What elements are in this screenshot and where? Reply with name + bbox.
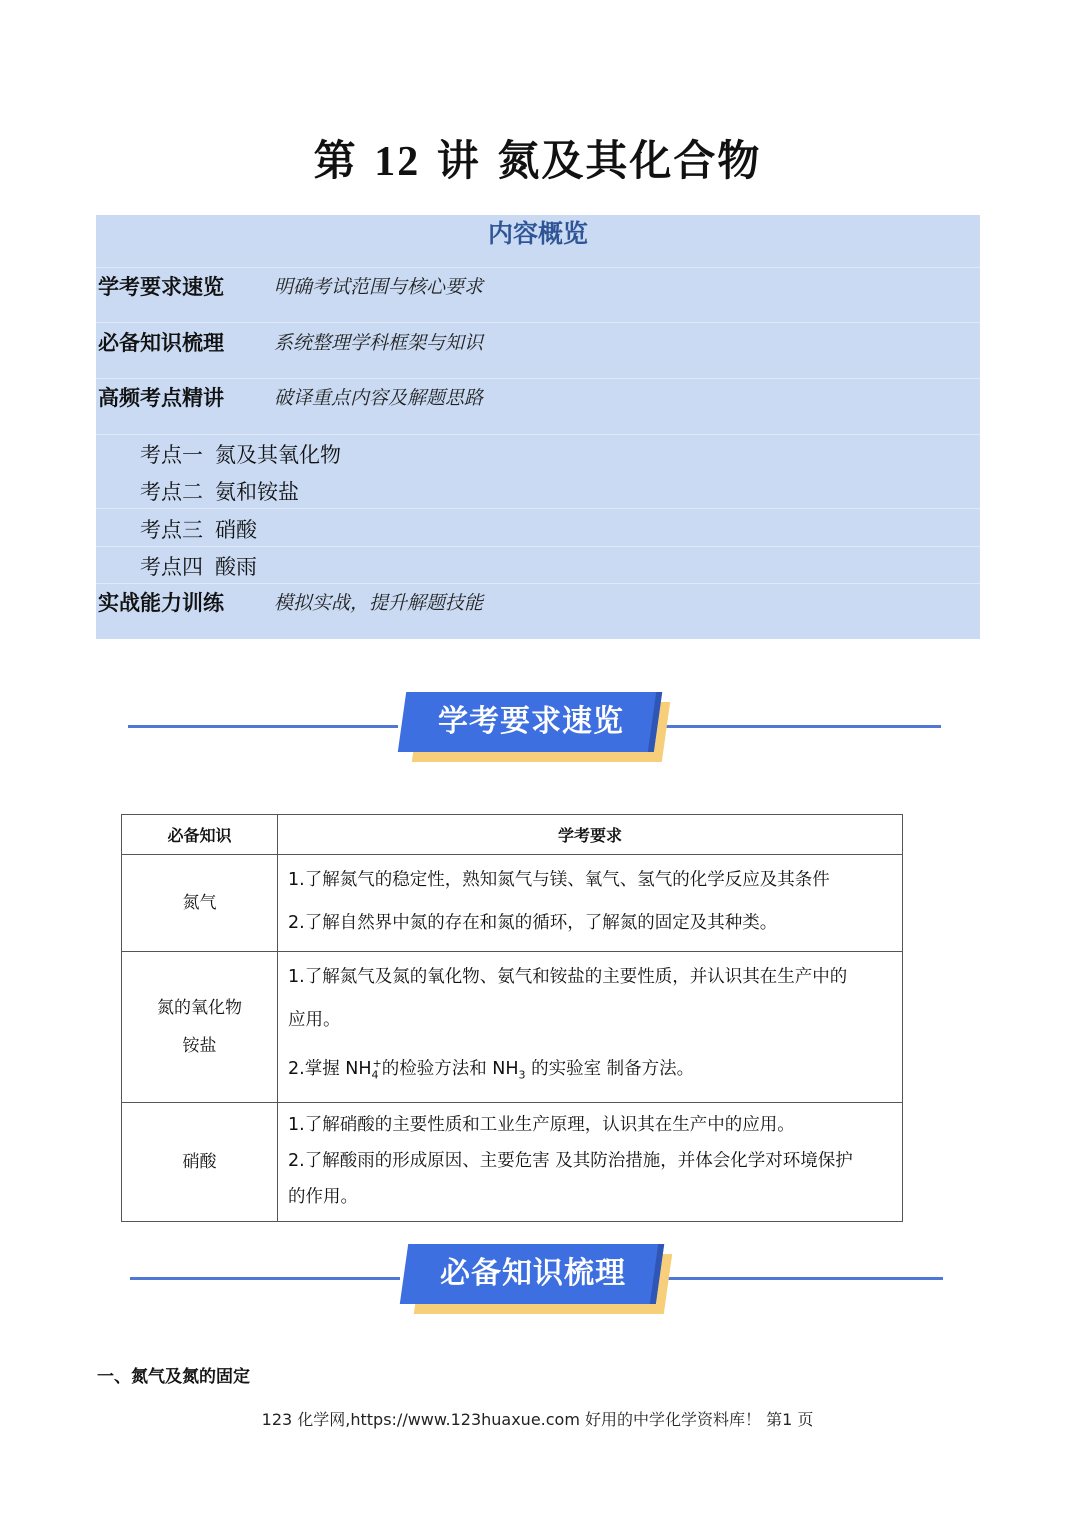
- overview-key: 学考要求速览: [98, 275, 224, 299]
- sub-label: 考点四: [140, 555, 203, 579]
- banner-line-left: [128, 725, 398, 728]
- sub-topic: 氮及其氧化物: [215, 443, 341, 467]
- table-header: 学考要求: [278, 815, 903, 855]
- sub-topic: 氨和铵盐: [215, 480, 299, 504]
- divider: [96, 546, 980, 547]
- divider: [96, 508, 980, 509]
- table-row: [122, 1103, 903, 1222]
- requirement-line: 1.了解氮气的稳定性，熟知氮气与镁、氧气、氢气的化学反应及其条件: [288, 870, 830, 890]
- divider: [96, 322, 980, 323]
- table-header: 必备知识: [122, 815, 278, 855]
- requirement-line: 2.了解自然界中氮的存在和氮的循环，了解氮的固定及其种类。: [288, 913, 778, 933]
- requirements-table: [121, 814, 903, 1222]
- sub-label: 考点一: [140, 443, 203, 467]
- banner-title: 必备知识梳理: [440, 1256, 626, 1291]
- requirement-line: 应用。: [288, 1010, 341, 1030]
- requirement-line: 2.了解酸雨的形成原因、主要危害 及其防治措施，并体会化学对环境保护: [288, 1151, 853, 1172]
- overview-desc: 明确考试范围与核心要求: [274, 276, 484, 298]
- knowledge-cell: 氮气: [122, 855, 278, 952]
- overview-desc: 破译重点内容及解题思路: [274, 387, 484, 409]
- requirement-cell: [278, 1103, 903, 1222]
- content-overview-box: [96, 215, 980, 639]
- divider: [96, 583, 980, 584]
- page-footer: 123 化学网,https://www.123huaxue.com 好用的中学化学资料库！ 第1 页: [261, 1410, 814, 1429]
- knowledge-line: 氮的氧化物: [157, 998, 242, 1019]
- requirement-line: 1.了解硝酸的主要性质和工业生产原理，认识其在生产中的应用。: [288, 1115, 795, 1136]
- overview-header: 内容概览: [487, 219, 588, 248]
- banner-line-left: [130, 1277, 400, 1280]
- knowledge-line: 铵盐: [182, 1036, 217, 1057]
- sub-topic: 酸雨: [215, 555, 257, 579]
- divider: [96, 267, 980, 268]
- sub-topic: 硝酸: [215, 518, 257, 542]
- requirement-cell: [278, 952, 903, 1103]
- banner-title: 学考要求速览: [438, 704, 624, 739]
- requirement-line: 的作用。: [288, 1187, 358, 1208]
- section-banner-knowledge: [404, 1244, 662, 1306]
- knowledge-cell: [122, 952, 278, 1103]
- table-row: [122, 952, 903, 1103]
- overview-key: 实战能力训练: [98, 591, 224, 615]
- requirement-line: 1.了解氮气及氮的氧化物、氨气和铵盐的主要性质，并认识其在生产中的: [288, 967, 848, 987]
- section-heading: 一、氮气及氮的固定: [97, 1367, 250, 1387]
- knowledge-cell: 硝酸: [122, 1103, 278, 1222]
- sub-label: 考点三: [140, 518, 203, 542]
- table-header-row: [122, 815, 903, 855]
- overview-key: 高频考点精讲: [98, 386, 224, 410]
- requirement-cell: [278, 855, 903, 952]
- banner-line-right: [660, 1277, 943, 1280]
- requirement-line: 2.掌握 $NH_4^+$的检验方法和 $NH_3$ 的实验室 制备方法。: [288, 1057, 695, 1082]
- divider: [96, 378, 980, 379]
- overview-desc: 模拟实战，提升解题技能: [274, 592, 484, 614]
- table-row: [122, 855, 903, 952]
- banner-line-right: [658, 725, 941, 728]
- section-banner-requirements: [402, 692, 660, 754]
- overview-key: 必备知识梳理: [98, 331, 224, 355]
- page-title: 第 12 讲 氮及其化合物: [313, 136, 762, 185]
- divider: [96, 434, 980, 435]
- overview-desc: 系统整理学科框架与知识: [274, 332, 484, 354]
- sub-label: 考点二: [140, 480, 203, 504]
